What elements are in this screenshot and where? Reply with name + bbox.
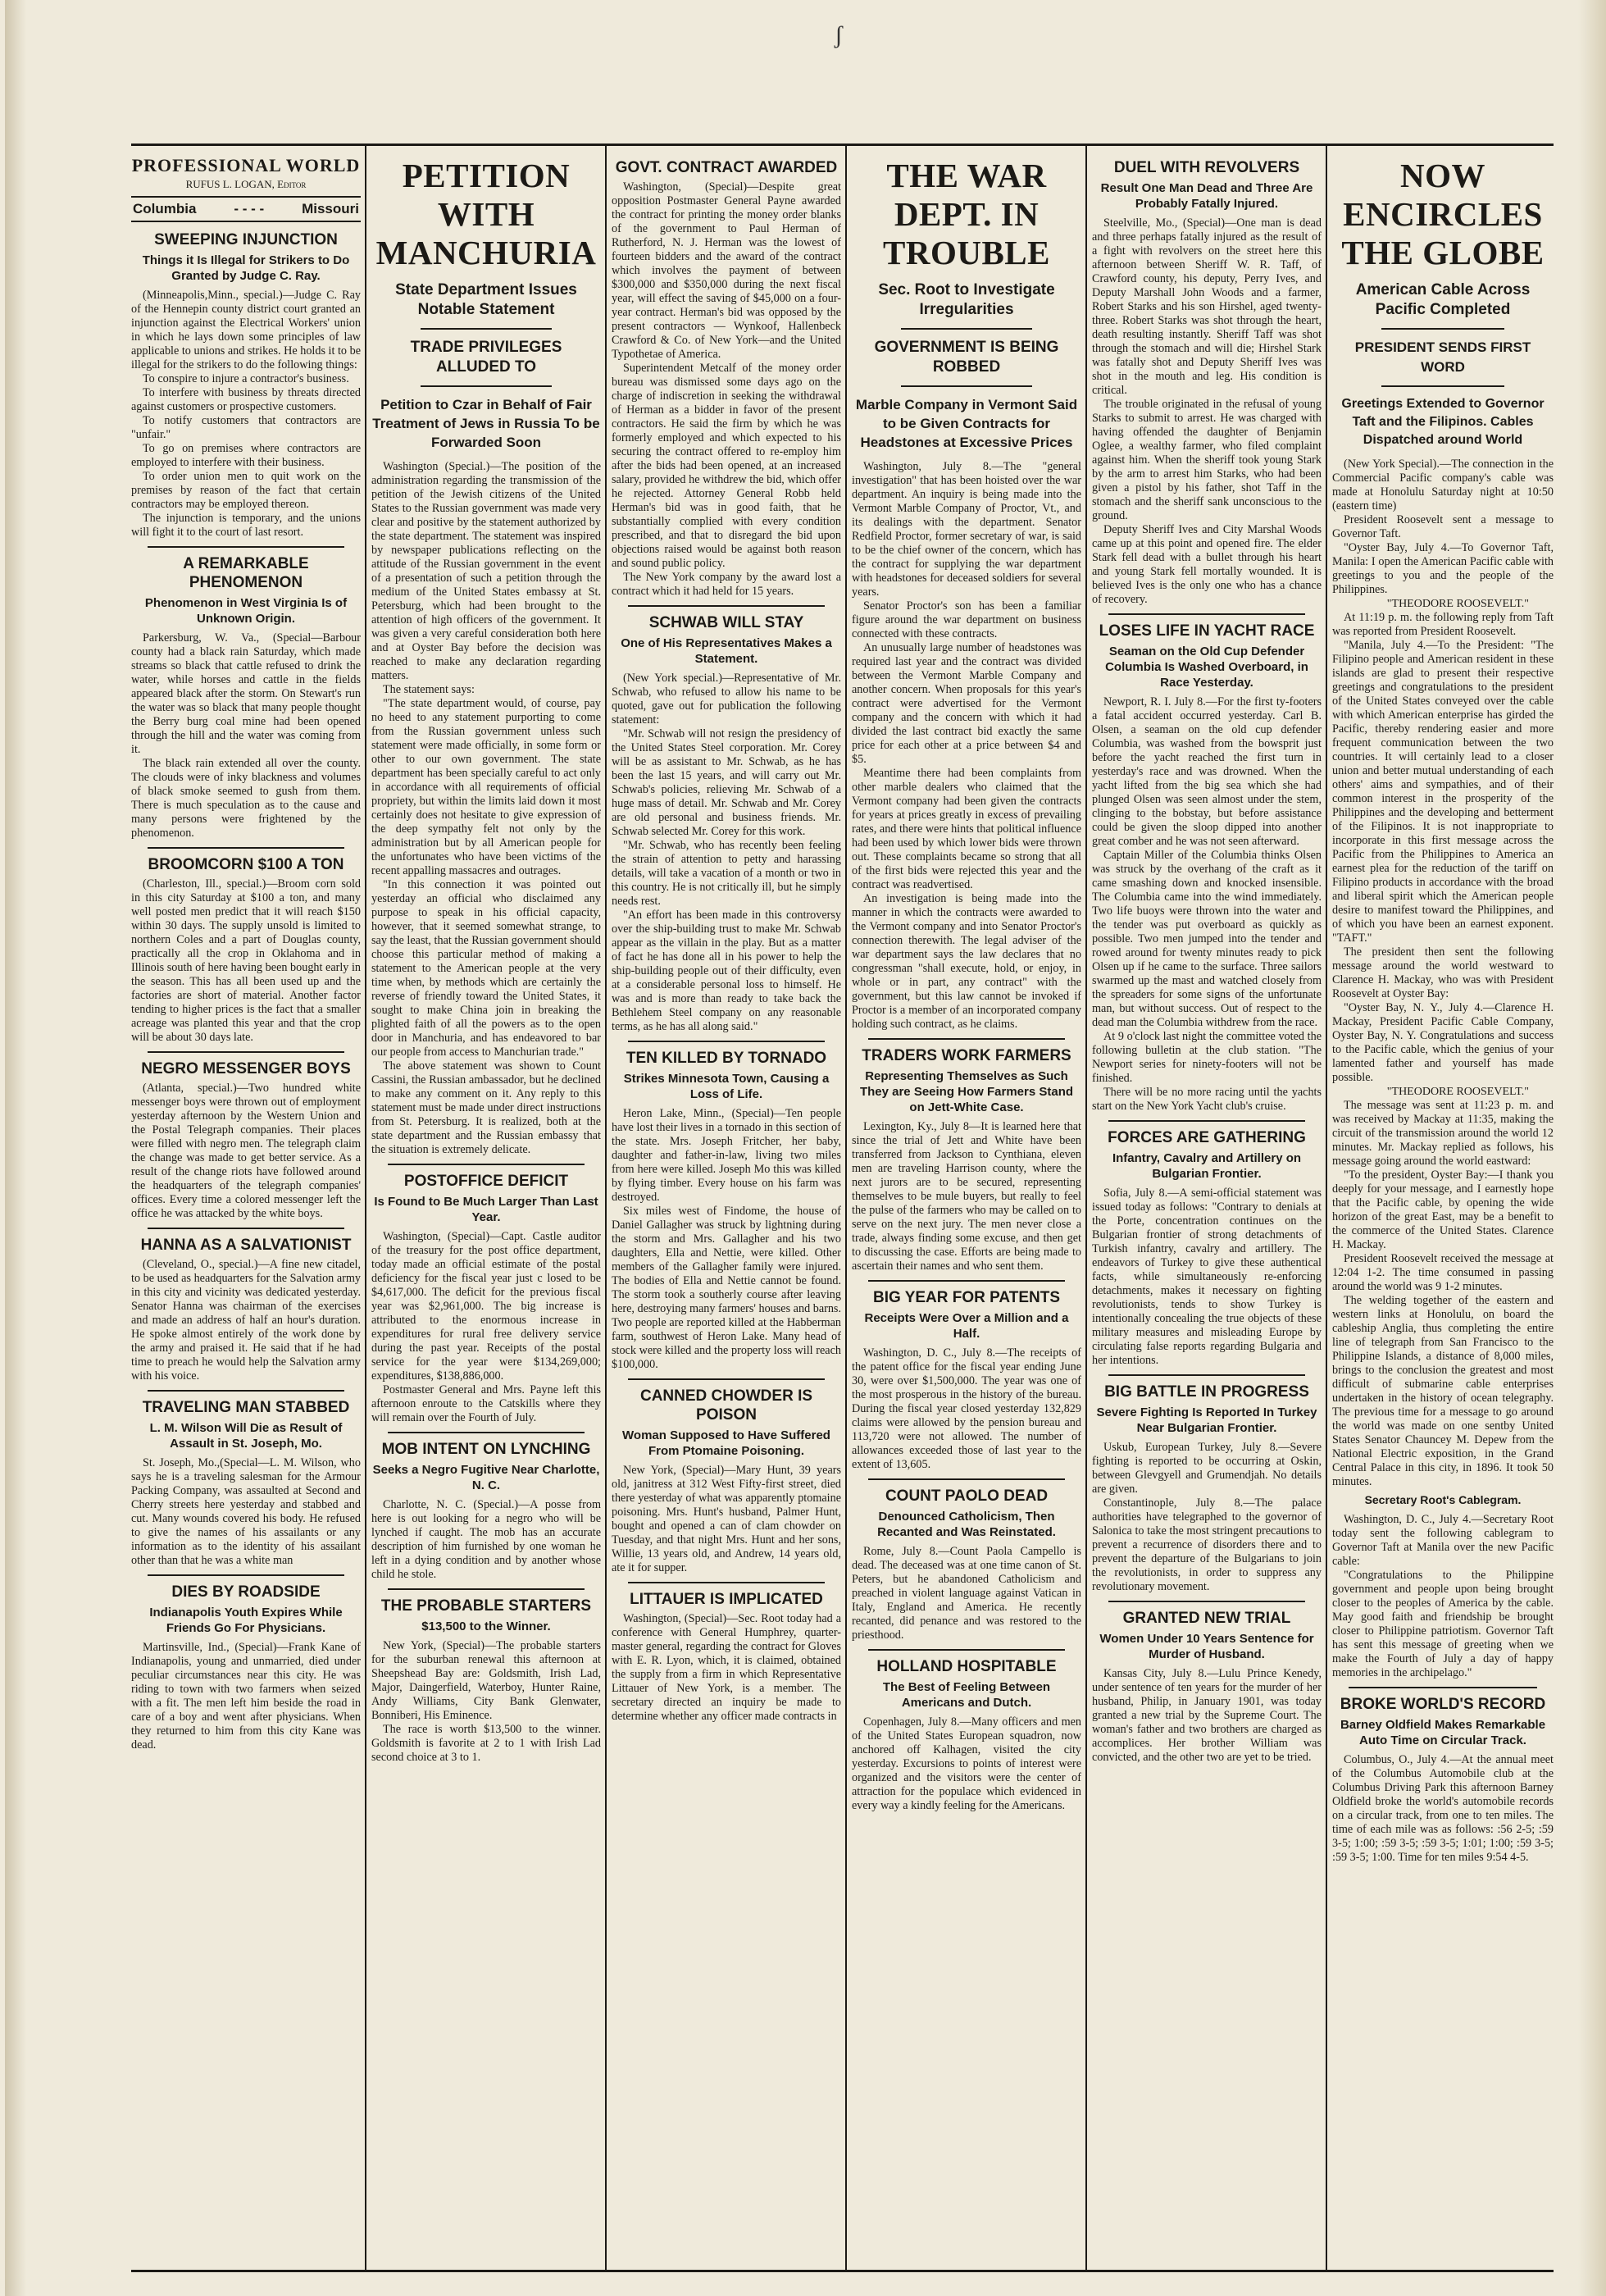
article-schwab xyxy=(612,613,841,1034)
column-2 xyxy=(371,152,601,2263)
page-left-edge xyxy=(5,0,26,2296)
deck: Seeks a Negro Fugitive Near Charlotte, N. C. xyxy=(372,1463,600,1492)
deck-rule xyxy=(901,385,1032,387)
article-body xyxy=(1092,1187,1322,1368)
deck: American Cable Across Pacific Completed xyxy=(1355,281,1531,318)
column-6 xyxy=(1332,152,1554,2263)
deck: Receipts Were Over a Million and a Half. xyxy=(864,1311,1069,1341)
paragraph: Washington, (Special)—Sec. Root today had a conference with General Humphrey, quarter-master general, regarding the contract for Gloves with E. R. Lyon, which, it is claimed, obtained the supply from a firm in which Representative Littauer of New York, is a member. The secretary directed an inquiry be made to determine whether any officer made contracts in xyxy=(612,1612,841,1723)
headline: FORCES ARE GATHERING xyxy=(1108,1129,1306,1146)
paragraph: Heron Lake, Minn., (Special)—Ten people have lost their lives in a tornado in this section of the state. Mrs. Joseph Fritcher, her baby, daughter and father-in-law, living two miles from here were killed. Joseph Mo this was killed by flying timber. Every house on his farm was destroyed. xyxy=(612,1107,841,1204)
headline: TRAVELING MAN STABBED xyxy=(142,1399,350,1416)
article-body xyxy=(131,289,361,540)
headline: GRANTED NEW TRIAL xyxy=(1122,1610,1291,1627)
column-rule xyxy=(1085,146,1087,2270)
masthead-place: Columbia xyxy=(133,201,197,216)
deck: Phenomenon in West Virginia Is of Unknown Origin. xyxy=(144,596,348,626)
article-separator xyxy=(628,1378,825,1380)
paragraph: Washington (Special.)—The position of the administration regarding the transmission of the petition of the Jewish citizens of the United States to the Russian government was made very clear and positive by the statement authorized by the state department. The statement was inspired by newspaper publications reflecting on the attitude of the Russian government in the event of a presentation of such a petition through the medium of the United States embassy at St. Petersburg, which had been brought to the attention of high officers of the government. It was given a very careful consideration both here and at Oyster Bay before the decision was reached to make any declaration regarding matters. xyxy=(371,460,601,682)
paragraph: "Manila, July 4.—To the President: "The Filipino people and American resident in these islands are glad to present their respective greetings and congratulations to the president of the United States conveyed over the cable with which American enterprise has girded the Pacific, thereby rendering easier and more frequent communication between the two countries. It will certainly lead to a closer union and better mutual understanding of each others' aims and sympathies, and of their common interest in the prosperity of the Philippines and the developing and betterment of the Filipinos. It is not inappropriate to incorporate in this first message across the Pacific from the Philippines to America an earnest plea for the reduction of the tariff on Filipino products in accordance with the broad and liberal spirit which the American people desire to manifest toward the Philippines, and of which you have been an earnest exponent. "TAFT." xyxy=(1332,639,1554,945)
paragraph: To go on premises where contractors are employed to interfere with their business. xyxy=(131,442,361,469)
deck: L. M. Wilson Will Die as Result of Assault in St. Joseph, Mo. xyxy=(149,1421,343,1451)
deck: Petition to Czar in Behalf of Fair Treatment of Jews in Russia To be Forwarded Soon xyxy=(372,397,600,450)
headline: GOVT. CONTRACT AWARDED xyxy=(615,159,838,176)
paragraph: President Roosevelt sent a message to Governor Taft. xyxy=(1332,513,1554,540)
article-mob-lynching xyxy=(371,1440,601,1582)
article-body xyxy=(131,1258,361,1383)
column-rule xyxy=(1326,146,1327,2270)
article-yacht-race xyxy=(1092,622,1322,1114)
paragraph: Superintendent Metcalf of the money order bureau was dismissed some days ago on the charge of indiscretion in seeking the withdrawal of Herman as a bidder in favor of the present contractors. He said the firm by which he was formerly employed and which expected to his securing the contract offered to re-employ him after the bids had been opened, at an increased salary, provided he withdrew the bid, which offer he rejected. Attorney General Robb held Herman's bid was in good faith, that he substantially complied with every condition prescribed, and that to disregard the bid upon objections raised would be against both reason and sound public policy. xyxy=(612,362,841,570)
article-postoffice-deficit xyxy=(371,1172,601,1425)
article-contract-awarded xyxy=(612,158,841,599)
paragraph: Washington, (Special)—Despite great opposition Postmaster General Payne awarded the contract for printing the money order blanks of the government to Paul Herman of Rutherford, N. J. Herman was the lowest of fourteen bidders and the award of the contract which involves the payment of between $300,000 and $350,000 during the next fiscal year, will effect the saving of $45,000 on a four-year contract. Herman's bid was opposed by the present contractors — Wynkoof, Hallenbeck Crawford & Co. of New York—and the United Typothetae of America. xyxy=(612,180,841,361)
paragraph: Washington, July 8.—The "general investigation" that has been hoisted over the war department. An inquiry is being made into the Vermont Marble Company of Proctor, Vt., and its dealings with the department. Senator Redfield Proctor, former secretary of war, is said to be the chief owner of the concern, which has the contract for supplying the war department with headstones for deceased soldiers for several years. xyxy=(852,460,1081,599)
deck: Woman Supposed to Have Suffered From Ptomaine Poisoning. xyxy=(622,1428,830,1458)
article-body xyxy=(371,1498,601,1582)
paragraph: St. Joseph, Mo.,(Special—L. M. Wilson, who says he is a traveling salesman for the Armour Packing Company, was assaulted at Second and Cherry streets here yesterday and stabbed and cut. Many wounds covered his body. He refused to give the names of his assailants or any information as to the identity of his assailant other than that he was a white man xyxy=(131,1456,361,1567)
masthead-dash: - - - - xyxy=(234,201,265,216)
headline: SCHWAB WILL STAY xyxy=(648,614,804,631)
article-separator xyxy=(628,1041,825,1042)
headline: CANNED CHOWDER IS POISON xyxy=(639,1387,813,1424)
article-body xyxy=(371,1639,601,1765)
article-new-trial xyxy=(1092,1609,1322,1765)
article-body xyxy=(131,1456,361,1568)
headline: DIES BY ROADSIDE xyxy=(171,1583,321,1601)
paragraph: "An effort has been made in this controversy over the ship-building trust to make Mr. Schwab appear as the villain in the play. But as a matter of fact he has done all in his power to help the ship-building people out of their difficulty, even at a considerable personal loss to himself. He was and is more than ready to take back the Bethlehem Steel company on any reasonable terms, as he has all along said." xyxy=(612,909,841,1033)
article-hanna-salvationist xyxy=(131,1236,361,1383)
paragraph: Parkersburg, W. Va., (Special—Barbour county had a black rain Saturday, which made streams so black that cattle refused to drink the water, while horses and cattle in the fields appeared black after the storm. On Stewart's run the water was so black that many people thought the Berry burg coal mine had been opened through the hill and the water was coming from it. xyxy=(131,631,361,756)
article-separator xyxy=(628,1582,825,1583)
paragraph: Constantinople, July 8.—The palace authorities have telegraphed to the governor of Salonica to take the most stringent precautions to prevent a recurrence of disorders there and to prevent the departure of the Bulgarians to join the revolutionists, in order to suppress any revolutionary movement. xyxy=(1092,1496,1322,1593)
paragraph: The message was sent at 11:23 p. m. and was received by Mackay at 11:35, making the circuit of the transmission around the world 12 minutes. Mr. Mackay replied as follows, his message going around the world eastward: xyxy=(1332,1099,1554,1168)
article-separator xyxy=(148,546,344,548)
article-separator xyxy=(388,1164,585,1165)
article-body xyxy=(1092,216,1322,607)
article-dies-by-roadside xyxy=(131,1583,361,1752)
paragraph: New York, (Special)—The probable starters for the suburban renewal this afternoon at Sheepshead Bay are: Goldsmith, Irish Lad, Major, Daingerfield, Waterboy, Hunter Raine, Andy Williams, City Bank Glenwater, Bonniberi, His Eminence. xyxy=(371,1639,601,1722)
deck: Sec. Root to Investigate Irregularities xyxy=(878,281,1055,318)
paragraph: At 11:19 p. m. the following reply from Taft was reported from President Roosevelt. xyxy=(1332,611,1554,638)
paragraph: "Mr. Schwab will not resign the presidency of the United States Steel corporation. Mr. Corey will be as assistant to Mr. Schwab, as he has been the last 15 years, and will carry out Mr. Schwab's policies, relieving Mr. Schwab of a huge mass of detail. Mr. Schwab and Mr. Corey are old personal and business friends. Mr. Schwab selected Mr. Corey for this work. xyxy=(612,727,841,838)
article-separator xyxy=(1108,1120,1305,1122)
article-war-dept xyxy=(852,157,1081,1032)
paragraph: Newport, R. I. July 8.—For the first ty-footers a fatal accident occurred yesterday. Carl B. Olsen, a seaman on the old cup defender Columbia, was washed from the bowsprit just before the yacht reached the first turn in yesterday's race and was drowned. When the yacht lifted from the big sea which she had plunged Olsen was seen almost under the stem, clinging to the bobstay, but before assistance could be given the sloop dipped into another great comber and he was not seen afterward. xyxy=(1092,695,1322,848)
article-world-record xyxy=(1332,1695,1554,1865)
paragraph: Martinsville, Ind., (Special)—Frank Kane of Indianapolis, young and unmarried, died under peculiar circumstances near this city. He was riding to town with two farmers when seized with a fit. The men left him beside the road in care of a boy and went after physicians. When they returned to him from this city Kane was dead. xyxy=(131,1641,361,1752)
article-tornado xyxy=(612,1049,841,1372)
article-separator xyxy=(148,1390,344,1392)
headline: NEGRO MESSENGER BOYS xyxy=(141,1060,351,1077)
paragraph: To interfere with business by threats directed against customers or prospective customers. xyxy=(131,386,361,413)
paragraph: The above statement was shown to Count Cassini, the Russian ambassador, but he declined to make any comment on it. Any reply to this statement must be made under direct instructions from St. Petersburg. It is realized, both at the state department and the Russian embassy that the situation is extremely delicate. xyxy=(371,1059,601,1156)
article-separator xyxy=(628,605,825,607)
headline: DUEL WITH REVOLVERS xyxy=(1113,159,1300,176)
masthead-editor: RUFUS L. LOGAN, Editor xyxy=(185,178,307,190)
paragraph: Lexington, Ky., July 8—It is learned here that since the trial of Jett and White have been transferred from Jackson to Cynthiana, eleven men are traveling Harrison county, where the next jurors are to be secured, representing themselves to be mule buyers, but really to feel the pulse of the farmers who may be called on to serve on the next jury. The men never close a trade, always finding some excuse, and then get to discussing the case. Efforts are being made to ascertain their names and who sent them. xyxy=(852,1120,1081,1273)
article-littauer xyxy=(612,1590,841,1724)
column-4 xyxy=(852,152,1081,2263)
bottom-rule xyxy=(131,2270,1554,2272)
headline: BIG YEAR FOR PATENTS xyxy=(872,1289,1061,1306)
column-rule xyxy=(845,146,847,2270)
headline: LOSES LIFE IN YACHT RACE xyxy=(1099,622,1315,640)
article-body xyxy=(852,460,1081,1032)
paragraph: There will be no more racing until the yachts start on the New York Yacht club's cruise. xyxy=(1092,1086,1322,1113)
article-separator xyxy=(148,1574,344,1576)
deck-rule xyxy=(421,385,552,387)
article-traveling-man xyxy=(131,1398,361,1568)
headline: THE PROBABLE STARTERS xyxy=(380,1597,592,1615)
article-canned-chowder xyxy=(612,1387,841,1575)
signature: "THEODORE ROOSEVELT." xyxy=(1386,598,1529,610)
banner-headline: THE WAR DEPT. IN TROUBLE xyxy=(883,157,1050,271)
article-body xyxy=(852,1715,1081,1813)
paragraph: Uskub, European Turkey, July 8.—Severe fighting is reported to be occurring at Oskin, between Glevgyell and Grumendjah. No details are given. xyxy=(1092,1441,1322,1496)
paragraph: Senator Proctor's son has been a familiar figure around the war department on business connected with these contracts. xyxy=(852,599,1081,640)
article-sweeping-injunction xyxy=(131,230,361,540)
headline: BROKE WORLD'S RECORD xyxy=(1340,1696,1546,1713)
article-separator xyxy=(148,1051,344,1053)
paragraph: (Charleston, Ill., special.)—Broom corn sold in this city Saturday at $100 a ton, and many well posted men predict that it will reach $150 within 30 days. The supply unsold is limited to northern Coles and a part of Douglas county, practically all the crop in Oklahoma and in Illinois south of here having been bought early in the season. This has all been used up and the factories are short of material. Another factor tending to higher prices is the fact that a smaller acreage was planted this year and that the crop will be about 30 days late. xyxy=(131,877,361,1044)
paragraph: An unusually large number of headstones was required last year and the contract was divided between the Vermont Marble Company and another concern. When proposals for this year's contract were advertised for the Vermont company and the concern with which it had divided the last contract bid exactly the same price for each other at a price between $4 and $5. xyxy=(852,641,1081,766)
headline: HOLLAND HOSPITABLE xyxy=(876,1658,1057,1675)
paragraph: To conspire to injure a contractor's business. xyxy=(143,372,349,385)
article-probable-starters xyxy=(371,1597,601,1765)
deck: Result One Man Dead and Three Are Probably Fatally Injured. xyxy=(1100,181,1313,211)
paragraph: The president then sent the following message around the world westward to Clarence H. Mackay, who was with President Roosevelt at Oyster Bay: xyxy=(1332,945,1554,1000)
deck-rule xyxy=(1381,328,1504,330)
article-remarkable-phenomenon xyxy=(131,554,361,840)
deck: Things it Is Illegal for Strikers to Do Granted by Judge C. Ray. xyxy=(142,253,350,283)
article-body xyxy=(1332,458,1554,1489)
paragraph: (New York special.)—Representative of Mr. Schwab, who refused to allow his name to be quoted, gave out for publication the following statement: xyxy=(612,672,841,727)
headline: POSTOFFICE DEFICIT xyxy=(403,1173,569,1190)
deck: Severe Fighting Is Reported In Turkey Near Bulgarian Frontier. xyxy=(1096,1405,1317,1435)
paragraph: "Oyster Bay, N. Y., July 4.—Clarence H. Mackay, President Pacific Cable Company, Oyster Bay, N. Y. Congratulations and success to the Pacific cable, which the genius of your lamented father and yourself has made possible. xyxy=(1332,1001,1554,1084)
article-forces-gathering xyxy=(1092,1128,1322,1368)
article-separator xyxy=(388,1588,585,1590)
paragraph: Six miles west of Findome, the house of Daniel Gallagher was struck by lightning during the storm and Mrs. Gallagher and his two daughters, Ella and Nettie, were killed. Other members of the Gallagher family were injured. The bodies of Ella and Nettie cannot be found. The storm took a southerly course after leaving here, destroying many farmers' houses and barns. Two people are reported killed at the Habberman farm, southwest of Heron Lake. Many head of stock were killed and the property loss will reach $100,000. xyxy=(612,1205,841,1371)
paragraph: "In this connection it was pointed out yesterday an official who disclaimed any purpose to speak in his official capacity, however, that it seemed somewhat strange, to say the least, that the Russian government should choose this particular method of making a statement to the American people at the very time when, by methods which are certainly the reverse of friendly toward the United States, it sought to make China join in breaking the plighted faith of all the powers as to the open door in Manchuria, and has endeavored to bar our people from access to Manchurian trade." xyxy=(371,878,601,1059)
paragraph: Postmaster General and Mrs. Payne left this afternoon enroute to the Catskills where they will remain over the Fourth of July. xyxy=(371,1383,601,1424)
article-body xyxy=(371,1230,601,1425)
article-body xyxy=(131,1082,361,1221)
headline: BIG BATTLE IN PROGRESS xyxy=(1104,1383,1309,1401)
paragraph: (Atlanta, special.)—Two hundred white messenger boys were thrown out of employment yesterday afternoon by the Western Union and the Postal Telegraph companies. Their places were filled with negro men. The telegraph claim the change was made to get better service. As a result of the change riots have followed around the headquarters of the telegraph companies' offices. Every time a colored messenger left the office he was attacked by the white boys. xyxy=(131,1082,361,1220)
article-separator xyxy=(868,1038,1065,1040)
paragraph: "Oyster Bay, July 4.—To Governor Taft, Manila: I open the American Pacific cable with greetings to you and the people of the Philippines. xyxy=(1332,541,1554,596)
article-patents xyxy=(852,1288,1081,1472)
paragraph: (New York Special).—The connection in the Commercial Pacific company's cable was made at Honolulu Saturday night at 10:50 (eastern time) xyxy=(1332,458,1554,512)
article-separator xyxy=(868,1280,1065,1282)
paragraph: Rome, July 8.—Count Paola Campello is dead. The deceased was at one time canon of St. Peters, but he abandoned Catholicism and preached in violent language against Vatican in Italy, England and America. He recently recanted, did penance and was restored to the priesthood. xyxy=(852,1545,1081,1642)
article-separator xyxy=(868,1478,1065,1480)
paragraph: "The state department would, of course, pay no heed to any statement purporting to come from the Russian government unless such statement were made officially, in some form or other to our own government. The state department has been specially careful to act only in accordance with all requirements of official propriety, but within the limits laid down it most certainly does not hesitate to give expression of the deep sympathy felt not only by the administration but by all American people for the unfortunates who have been victims of the recent appalling massacres and outrages. xyxy=(371,697,601,877)
page-right-edge xyxy=(1578,0,1606,2296)
article-body xyxy=(131,631,361,840)
paragraph: Charlotte, N. C. (Special.)—A posse from here is out looking for a negro who will be lynched if caught. The mob has an accurate description of him furnished by one woman he left in a dying condition and by another whose child he stole. xyxy=(371,1498,601,1581)
deck: Women Under 10 Years Sentence for Murder of Husband. xyxy=(1099,1632,1314,1661)
article-body xyxy=(612,1612,841,1724)
deck: Denounced Catholicism, Then Recanted and Was Reinstated. xyxy=(877,1510,1056,1539)
paragraph: President Roosevelt received the message at 12:04 1-2. The time consumed in passing around the world was 9 1-2 minutes. xyxy=(1332,1252,1554,1293)
banner-headline: PETITION WITH MANCHURIA xyxy=(375,157,597,271)
article-separator xyxy=(1108,613,1305,615)
article-big-battle xyxy=(1092,1383,1322,1594)
paragraph: Washington, (Special)—Capt. Castle auditor of the treasury for the post office department, today made an official estimate of the postal deficiency for the fiscal year just c losed to be $4,617,000. The deficit for the previous fiscal year was $2,961,000. The big increase is attributed to the enormous increase in expenditures for rural free delivery service during the past year. Receipts of the postal service for the year were $134,269,000; expenditures, $138,886,000. xyxy=(371,1230,601,1383)
article-separator xyxy=(1349,1687,1537,1688)
paragraph: Meantime there had been complaints from other marble dealers who claimed that the Vermont company had been given the contracts for years at prices greatly in excess of prevailing rates, and there were hints that political influence had been used by which lower bids were thrown out. These complaints became so strong that all of the first bids were rejected this year and the contract was readvertised. xyxy=(852,767,1081,891)
article-broomcorn xyxy=(131,855,361,1045)
masthead-title: PROFESSIONAL WORLD xyxy=(131,155,361,175)
paragraph: (Minneapolis,Minn., special.)—Judge C. Ray of the Hennepin county district court granted an injunction against the Electrical Workers' union in which he lays down some principles of law applicable to unions and strikes. He holds it to be illegal for the strikers to do the following things: xyxy=(131,289,361,371)
paragraph: Washington, D. C., July 8.—The receipts of the patent office for the fiscal year ending June 30, were over $1,500,000. The year was one of the most prosperous in the history of the bureau. During the fiscal year closed yesterday 132,829 claims were allowed by the pension bureau and 113,720 were not allowed. The number of allowances exceeded those of last year to the extent of 13,605. xyxy=(852,1346,1081,1471)
article-separator xyxy=(388,1432,585,1433)
paragraph: The New York company by the award lost a contract which it had held for 15 years. xyxy=(612,571,841,598)
masthead xyxy=(131,155,361,222)
article-separator xyxy=(1108,1374,1305,1376)
article-body xyxy=(1092,695,1322,1114)
deck: Strikes Minnesota Town, Causing a Loss of Life. xyxy=(623,1072,830,1101)
paragraph: The trouble originated in the refusal of young Starks to submit to arrest. He was charged with having offended the daughter of Benjamin Oglee, a wealthy farmer, who filed complaint against him. When the sheriff took young Stark by the arm to arrest him Starks, who had been given a pistol by his father, shot Taff in the stomach and the sheriff sank unconscious to the ground. xyxy=(1092,398,1322,522)
article-body xyxy=(1332,1753,1554,1865)
deck-rule xyxy=(1381,385,1504,387)
article-body xyxy=(612,180,841,599)
headline: A REMARKABLE PHENOMENON xyxy=(183,555,309,591)
headline: HANNA AS A SALVATIONIST xyxy=(140,1237,352,1254)
article-body xyxy=(131,877,361,1045)
deck: One of His Representatives Makes a Statement. xyxy=(621,636,832,666)
paragraph: Columbus, O., July 4.—At the annual meet of the Columbus Automobile club at the Columbus Driving Park this afternoon Barney Oldfield broke the world's automobile records on a circular track, from one to ten miles. The time of each mile was as follows: :56 2-5; :59 3-5; 1:00; :59 3-5; :59 3-5; 1:01; 1:00; :59 3-5; :59 3-5; 1:00. Time for ten miles 9:54 4-5. xyxy=(1332,1753,1554,1864)
paragraph: An investigation is being made into the manner in which the contracts were awarded to the Vermont company and into Senator Proctor's connection therewith. The legal adviser of the war department says the law declares that no congressman "shall execute, hold, or enjoy, in whole or in part, any contract" with the government, but this law cannot be invoked if Proctor is a member of an incorporated company holding such contract, as he claims. xyxy=(852,892,1081,1031)
headline: LITTAUER IS IMPLICATED xyxy=(630,1591,823,1608)
paragraph: Steelville, Mo., (Special)—One man is dead and three perhaps fatally injured as the result of a fight with revolvers on the street here this afternoon between Sheriff W. R. Taff, of Crawford county, his deputy, Perry Ives, and Deputy Marshall John Woods and a farmer, Robert Starks and his son Hirshel, aged twenty-three. Robert Starks was shot through the heart, death resulting instantly. Sheriff Taff was shot through the stomach and will die; Hirshel Stark was fatally shot and Deputy Sheriff Ives was shot in the mouth and leg. His condition is critical. xyxy=(1092,216,1322,397)
article-duel xyxy=(1092,158,1322,607)
headline: BROOMCORN $100 A TON xyxy=(148,856,344,873)
paragraph: "Congratulations to the Philippine government and people upon being brought closer to the peoples of America by the cable. May good faith and friendship be brought closer to Philippine patriotism. Governor Taft has sent this message of greeting when we make the Fourth of July a day of happy memories in the archipelago." xyxy=(1332,1569,1554,1679)
deck-rule xyxy=(901,328,1032,330)
masthead-dateline xyxy=(131,196,361,222)
article-body xyxy=(612,1464,841,1575)
headline: TEN KILLED BY TORNADO xyxy=(626,1050,827,1067)
deck: Marble Company in Vermont Said to be Given Contracts for Headstones at Excessive Prices xyxy=(855,397,1078,450)
paragraph: The black rain extended all over the county. The clouds were of inky blackness and volumes of black smoke seemed to gush from them. There is much speculation as to the cause and many persons were frightened by the phenomenon. xyxy=(131,757,361,840)
signature: "THEODORE ROOSEVELT." xyxy=(1386,1086,1529,1098)
paragraph: New York, (Special)—Mary Hunt, 39 years old, janitress at 312 West Fifty-first street, died there yesterday of what was apparently ptomaine poisoning. Mrs. Hunt's husband, Palmer Hunt, bought and opened a can of clam chowder on Tuesday, and that night Mrs. Hunt and her sons, Willie, 13 years old, and Andrew, 14 years old, ate it for supper. xyxy=(612,1464,841,1574)
deck: Greetings Extended to Governor Taft and the Filipinos. Cables Dispatched around World xyxy=(1341,397,1545,447)
headline: MOB INTENT ON LYNCHING xyxy=(381,1441,591,1458)
deck: PRESIDENT SENDS FIRST WORD xyxy=(1354,339,1531,375)
top-rule xyxy=(131,144,1554,146)
paragraph: Kansas City, July 8.—Lulu Prince Kenedy, under sentence of ten years for the murder of her husband, Philip, in January 1901, was today granted a new trial by the Supreme Court. The woman's father and two brothers are charged as accomplices. Her brother William was convicted, and the other two are yet to be tried. xyxy=(1092,1667,1322,1764)
headline: COUNT PAOLO DEAD xyxy=(885,1487,1049,1505)
headline: TRADERS WORK FARMERS xyxy=(862,1047,1071,1064)
paragraph: "To the president, Oyster Bay:—I thank you deeply for your message, and I earnestly hope that the Pacific cable, by opening the wide horizon of the great East, may be a benefit to the commerce of the United States. Clarence H. Mackay. xyxy=(1332,1168,1554,1251)
column-rule xyxy=(365,146,366,2270)
deck: The Best of Feeling Between Americans and Dutch. xyxy=(882,1680,1051,1710)
paragraph: "Mr. Schwab, who has recently been feeling the strain of attention to petty and harassing details, will take a vacation of a month or two in this country. He is not critically ill, but he simply needs rest. xyxy=(612,839,841,908)
deck: Barney Oldfield Makes Remarkable Auto Time on Circular Track. xyxy=(1340,1718,1546,1747)
paragraph: Deputy Sheriff Ives and City Marshal Woods came up at this point and opened fire. The elder Stark fell dead with a bullet through his heart and young Stark fell mortally wounded. It is believed Ives is the only one who has a chance of recovery. xyxy=(1092,523,1322,606)
paragraph: The statement says: xyxy=(383,683,475,696)
article-body xyxy=(852,1120,1081,1273)
column-3 xyxy=(612,152,841,2263)
column-rule xyxy=(605,146,607,2270)
paragraph: To order union men to quit work on the premises by reason of the fact that certain contractors may be employed thereon. xyxy=(131,470,361,511)
deck: TRADE PRIVILEGES ALLUDED TO xyxy=(410,339,562,376)
paragraph: At 9 o'clock last night the committee voted the following bulletin at the club station. "The Newport series for ninety-footers will not be finished. xyxy=(1092,1030,1322,1085)
article-encircles-globe xyxy=(1332,157,1554,1680)
article-body xyxy=(852,1545,1081,1642)
article-body xyxy=(612,1107,841,1372)
deck: GOVERNMENT IS BEING ROBBED xyxy=(874,339,1059,376)
article-negro-messenger-boys xyxy=(131,1059,361,1221)
paragraph: The injunction is temporary, and the unions will fight it to the court of last resort. xyxy=(131,512,361,539)
deck-rule xyxy=(421,328,552,330)
article-separator xyxy=(148,1228,344,1229)
subhead: Secretary Root's Cablegram. xyxy=(1364,1493,1522,1506)
paragraph: Copenhagen, July 8.—Many officers and men of the United States European squadron, now anchored off Kalhagen, visited the city yesterday. Excursions to points of interest were organized and the visitors were the center of attraction for the populace which evidenced in every way a kindly feeling for the Americans. xyxy=(852,1715,1081,1812)
column-5 xyxy=(1092,152,1322,2263)
deck: Is Found to Be Much Larger Than Last Year. xyxy=(374,1195,598,1224)
folio-mark: ʃ xyxy=(835,21,843,48)
article-count-paolo xyxy=(852,1487,1081,1642)
deck: Representing Themselves as Such They are Seeing How Farmers Stand on Jett-White Case. xyxy=(859,1069,1074,1114)
article-body xyxy=(852,1346,1081,1472)
deck: Seaman on the Old Cup Defender Columbia Is Washed Overboard, in Race Yesterday. xyxy=(1105,645,1308,690)
paragraph: Sofia, July 8.—A semi-official statement was issued today as follows: "Contrary to denials at the Porte, concentration continues on the Bulgarian frontier of strong detachments of Turkish infantry, cavalry and artillery. The endeavors of Turkey to give these authentical facts, while simultaneously re-enforcing detachments, makes it necessary on fighting revolutionists, tends to show Turkey is intentionally concealing the true objects of these military measures and misleading Europe by circulating false reports regarding Bulgaria and her intentions. xyxy=(1092,1187,1322,1367)
paragraph: Washington, D. C., July 4.—Secretary Root today sent the following cablegram to Governor Taft at Manila over the new Pacific cable: xyxy=(1332,1513,1554,1568)
article-separator xyxy=(868,1649,1065,1651)
deck: Indianapolis Youth Expires While Friends Go For Physicians. xyxy=(149,1606,343,1635)
article-petition-manchuria xyxy=(371,157,601,1157)
banner-headline: NOW ENCIRCLES THE GLOBE xyxy=(1341,157,1545,271)
paragraph: (Cleveland, O., special.)—A fine new citadel, to be used as headquarters for the Salvation army in this city and vicinity was dedicated yesterday. Senator Hanna was chairman of the exercises and made an address of half an hour's duration. He spoke almost entirely of the work done by the army and praised it. He said that if he had time to preach he would help the Salvation army with his voice. xyxy=(131,1258,361,1383)
deck: State Department Issues Notable Statement xyxy=(395,281,577,318)
column-1 xyxy=(131,152,361,2263)
article-body xyxy=(371,460,601,1157)
article-body xyxy=(1092,1441,1322,1594)
article-body xyxy=(131,1641,361,1752)
article-body xyxy=(1092,1667,1322,1765)
article-holland xyxy=(852,1657,1081,1813)
deck: Infantry, Cavalry and Artillery on Bulgarian Frontier. xyxy=(1112,1151,1302,1181)
deck: $13,500 to the Winner. xyxy=(421,1620,551,1633)
article-body xyxy=(612,672,841,1034)
article-body xyxy=(1332,1513,1554,1680)
paragraph: The welding together of the eastern and western links at Honolulu, on board the cableship Anglia, thus completing the entire line of telegraph from San Francisco to the Philippine Islands, a distance of 8,000 miles, brings to the conclusion the greatest and most difficult of submarine cable enterprises undertaken in the history of ocean telegraphy. The previous time for a message to go around the world was made on one sentby United States Senator Chauncey M. Depew from the National Electric exposition, in the Grand Central Palace in this city, in 1896. It took 50 minutes. xyxy=(1332,1294,1554,1488)
article-traders-farmers xyxy=(852,1046,1081,1273)
article-separator xyxy=(148,847,344,849)
paragraph: Captain Miller of the Columbia thinks Olsen was struck by the overhang of the craft as it came smashing down and knocked insensible. The Columbia came into the wind immediately. Two life buoys were thrown into the water and the tender was put overboard as quickly as possible. Two men jumped into the tender and rowed around for twenty minutes ready to pick Olsen up if he came to the surface. Three sailors swarmed up the mast and watched closely from the spreaders for some signs of the unfortunate man, but without success. Out of respect to the dead man the Columbia withdrew from the race. xyxy=(1092,849,1322,1029)
paragraph: The race is worth $13,500 to the winner. Goldsmith is favorite at 2 to 1 with Irish Lad second choice at 3 to 1. xyxy=(371,1723,601,1764)
headline: SWEEPING INJUNCTION xyxy=(154,231,338,248)
article-separator xyxy=(1108,1601,1305,1602)
masthead-state: Missouri xyxy=(302,201,359,216)
paragraph: To notify customers that contractors are "unfair." xyxy=(131,414,361,441)
